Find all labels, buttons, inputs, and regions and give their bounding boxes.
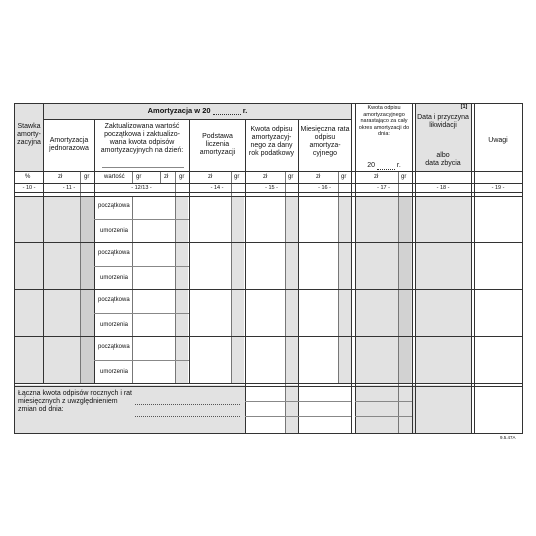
colnum-10: - 10 - — [22, 185, 36, 191]
row-label-poczatkowa: początkowa — [98, 203, 130, 209]
header-zaktualizowana: Zaktualizowana wartość początkowa i zaktualizo-wana kwota odpisów amortyzacyjnych na dzień: — [100, 123, 184, 154]
header-data-zbycia: data zbycia — [425, 160, 461, 167]
hline-group-1 — [14, 242, 523, 243]
header-narastajaco: Kwota odpisu amortyzacyjnego narastająco za cały okres amortyzacji do dnia: — [358, 105, 410, 137]
unit-zl-11: zł — [58, 174, 63, 180]
hline-footer-top — [14, 386, 523, 387]
footer-laczna-kwota: Łączna kwota odpisów rocznych i rat miesięcznych z uwzględnieniem zmian od dnia: — [18, 390, 132, 413]
header-podstawa: Podstawa liczenia amortyzacji — [199, 133, 236, 156]
narastajaco-year-blank — [377, 163, 395, 170]
sep-1213-mid — [132, 171, 133, 183]
header-amort-jednorazowa: Amortyzacja jednorazowa — [49, 137, 89, 152]
hline-footer-17b — [355, 416, 412, 417]
hline-group-2 — [14, 289, 523, 290]
hline-footer-mid — [245, 401, 351, 402]
hline-sub-1 — [94, 219, 189, 220]
footer-dotted-1 — [135, 404, 240, 405]
sep-1213 — [175, 171, 176, 383]
hline-body-bottom — [14, 383, 523, 384]
hline-sub-3 — [94, 313, 189, 314]
amortyzacja-title-suffix: r. — [242, 106, 248, 115]
unit-gr-1213: gr — [179, 174, 185, 180]
colnum-11: - 11 - — [62, 185, 76, 191]
hline-footer-bottom — [14, 433, 523, 434]
row-label-umorzenia: umorzenia — [100, 228, 129, 234]
header-data-likwidacji: Data i przyczyna likwidacji — [417, 114, 469, 129]
unit-zl-16: zł — [316, 174, 321, 180]
row-label-poczatkowa: początkowa — [98, 297, 130, 303]
row-label-poczatkowa: początkowa — [98, 344, 130, 350]
hline-footer-mid2 — [245, 416, 351, 417]
colnum-17: - 17 - — [377, 185, 390, 191]
unit-wartosc: wartość — [104, 174, 125, 180]
colnum-1213: - 12/13 - — [131, 185, 152, 191]
unit-zl-14: zł — [208, 174, 213, 180]
unit-gr-15: gr — [288, 174, 294, 180]
unit-percent: % — [25, 174, 31, 180]
hline-units-top — [14, 171, 523, 172]
footnote-1: [1] — [460, 104, 468, 110]
header-stawka: Stawka amorty-zacyjna — [17, 123, 41, 146]
row-label-umorzenia: umorzenia — [100, 369, 129, 375]
hline-body-top — [14, 196, 523, 197]
sep-16 — [338, 171, 339, 383]
amortyzacja-year-blank — [213, 108, 241, 115]
header-amortyzacja-title — [44, 107, 351, 115]
hline-under-title — [44, 119, 351, 120]
unit-zl-15: zł — [263, 174, 268, 180]
row-label-umorzenia: umorzenia — [100, 322, 129, 328]
hline-footer-17a — [355, 401, 412, 402]
hline-group-3 — [14, 336, 523, 337]
zaktualizowana-date-line — [102, 167, 184, 168]
hline-top — [14, 103, 523, 104]
header-miesieczna: Miesięczna rata odpisu amortyza-cyjnego — [300, 126, 350, 157]
colnum-19: - 19 - — [491, 185, 505, 191]
shade-footer-right — [355, 385, 471, 433]
row-label-umorzenia: umorzenia — [100, 275, 129, 281]
colnum-15: - 15 - — [265, 185, 278, 191]
row-label-poczatkowa: początkowa — [98, 250, 130, 256]
hline-sub-4 — [94, 360, 189, 361]
unit-gr-14: gr — [234, 174, 240, 180]
header-uwagi: Uwagi — [488, 137, 508, 144]
narastajaco-year: 20 — [367, 162, 375, 169]
hline-numbers-bottom — [14, 192, 523, 193]
unit-zl-1213: zł — [164, 174, 169, 180]
colnum-18: - 18 - — [436, 185, 450, 191]
unit-gr-17: gr — [401, 174, 407, 180]
sep-14 — [231, 171, 232, 383]
sep-11 — [80, 171, 81, 383]
colnum-16: - 16 - — [318, 185, 331, 191]
hline-units-bottom — [14, 183, 523, 184]
unit-gr-16: gr — [341, 174, 347, 180]
hline-sub-2 — [94, 266, 189, 267]
sep-15 — [285, 171, 286, 433]
colnum-14: - 14 - — [210, 185, 224, 191]
footer-dotted-2 — [135, 416, 240, 417]
unit-gr-1213a: gr — [136, 174, 142, 180]
vline-after-1213 — [189, 119, 190, 383]
sep-17 — [398, 171, 399, 433]
header-kwota-odpisu: Kwota odpisu amortyzacyj-nego za dany rok podatkowy — [248, 126, 295, 157]
sep-1213-a — [160, 171, 161, 183]
vline-after-11 — [94, 119, 95, 383]
unit-gr-11: gr — [84, 174, 90, 180]
form-code: 9.5.47A — [500, 435, 516, 440]
header-albo: albo — [436, 152, 450, 159]
unit-zl-17: zł — [374, 174, 379, 180]
shade-gr-15-footer — [285, 385, 298, 433]
header-narastajaco-date — [356, 162, 412, 170]
narastajaco-suffix: r. — [396, 162, 401, 169]
vline-after-stawka — [43, 103, 44, 383]
amortyzacja-title-text: Amortyzacja w 20 — [147, 106, 211, 115]
